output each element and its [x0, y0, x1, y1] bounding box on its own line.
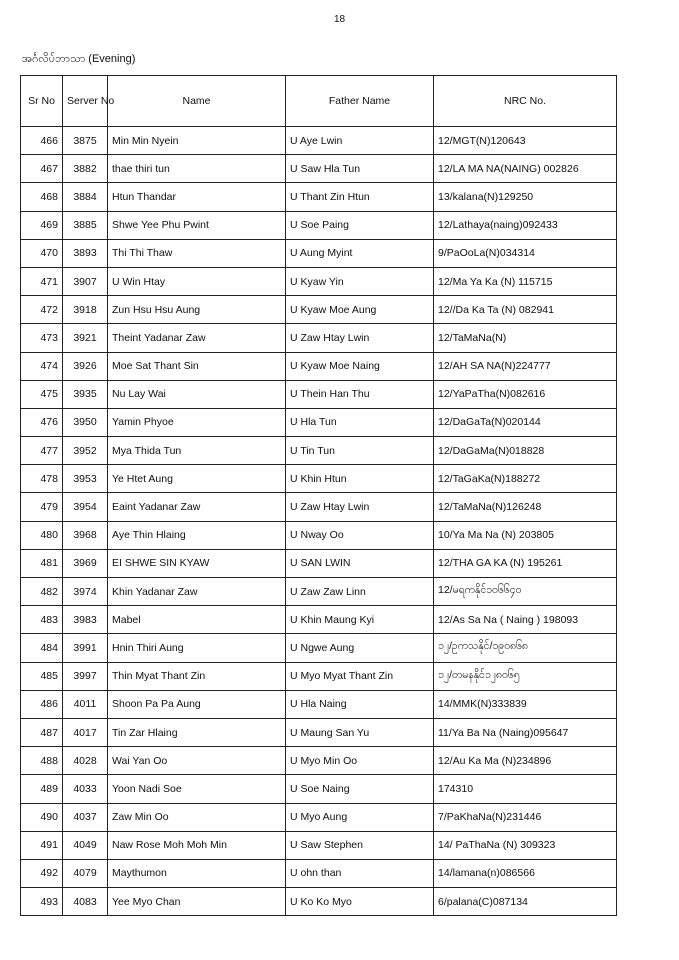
name-cell: Eaint Yadanar Zaw [108, 493, 286, 521]
name-cell: Mabel [108, 606, 286, 634]
father-name-cell: U Ngwe Aung [286, 634, 434, 662]
sr-no-cell: 469 [21, 211, 63, 239]
table-header-row [21, 76, 617, 127]
page-number: 18 [333, 14, 346, 25]
father-name-cell: U Myo Myat Thant Zin [286, 662, 434, 690]
server-no-cell: 4079 [63, 859, 108, 887]
nrc-no-cell: 12/Au Ka Ma (N)234896 [434, 747, 617, 775]
server-no-cell: 4037 [63, 803, 108, 831]
name-cell: Tin Zar Hlaing [108, 718, 286, 746]
sr-no-cell: 471 [21, 267, 63, 295]
sr-no-cell: 488 [21, 747, 63, 775]
father-name-cell: U Khin Maung Kyi [286, 606, 434, 634]
nrc-no-cell: 12//Da Ka Ta (N) 082941 [434, 296, 617, 324]
table-row [21, 859, 617, 887]
table-row [21, 296, 617, 324]
nrc-no-cell: 14/lamana(n)086566 [434, 859, 617, 887]
table-row [21, 183, 617, 211]
table-row [21, 606, 617, 634]
sr-no-cell: 475 [21, 380, 63, 408]
father-name-cell: U Tin Tun [286, 437, 434, 465]
server-no-cell: 4011 [63, 690, 108, 718]
father-name-cell: U Hla Tun [286, 408, 434, 436]
nrc-no-cell: 12/As Sa Na ( Naing ) 198093 [434, 606, 617, 634]
name-cell: U Win Htay [108, 267, 286, 295]
father-name-cell: U Ko Ko Myo [286, 888, 434, 916]
server-no-cell: 3954 [63, 493, 108, 521]
server-no-cell: 3882 [63, 155, 108, 183]
father-name-cell: U Kyaw Moe Aung [286, 296, 434, 324]
nrc-no-cell: 12/LA MA NA(NAING) 002826 [434, 155, 617, 183]
nrc-no-cell: ၁၂/ဥကသနိုင်/၁၉၀၈၆၈ [434, 634, 617, 662]
name-cell: Nu Lay Wai [108, 380, 286, 408]
name-cell: Wai Yan Oo [108, 747, 286, 775]
sr-no-cell: 489 [21, 775, 63, 803]
nrc-no-cell: 13/kalana(N)129250 [434, 183, 617, 211]
table-row [21, 690, 617, 718]
father-name-cell: U Saw Hla Tun [286, 155, 434, 183]
nrc-no-cell: 6/palana(C)087134 [434, 888, 617, 916]
server-no-cell: 3968 [63, 521, 108, 549]
server-no-cell: 3983 [63, 606, 108, 634]
nrc-no-cell: 12/TaMaNa(N) [434, 324, 617, 352]
server-no-cell: 3875 [63, 127, 108, 155]
name-cell: Yamin Phyoe [108, 408, 286, 436]
father-name-cell: U Zaw Htay Lwin [286, 493, 434, 521]
sr-no-cell: 476 [21, 408, 63, 436]
server-no-cell: 3952 [63, 437, 108, 465]
nrc-no-cell: 12/မရကနိုင်၁၀၆၆၄၀ [434, 578, 617, 606]
header-sr-no: Sr No [21, 76, 63, 127]
nrc-no-cell: ၁၂/တမနနိုင်၁၂၈၀၆၅ [434, 662, 617, 690]
sr-no-cell: 486 [21, 690, 63, 718]
name-cell: EI SHWE SIN KYAW [108, 549, 286, 577]
nrc-no-cell: 11/Ya Ba Na (Naing)095647 [434, 718, 617, 746]
father-name-cell: U Myo Min Oo [286, 747, 434, 775]
name-cell: Ye Htet Aung [108, 465, 286, 493]
father-name-cell: U Zaw Zaw Linn [286, 578, 434, 606]
sr-no-cell: 485 [21, 662, 63, 690]
table-row [21, 803, 617, 831]
name-cell: Thin Myat Thant Zin [108, 662, 286, 690]
nrc-no-cell: 12/TaMaNa(N)126248 [434, 493, 617, 521]
name-cell: Aye Thin Hlaing [108, 521, 286, 549]
name-cell: Htun Thandar [108, 183, 286, 211]
sr-no-cell: 466 [21, 127, 63, 155]
server-no-cell: 3935 [63, 380, 108, 408]
name-cell: Thi Thi Thaw [108, 239, 286, 267]
sr-no-cell: 490 [21, 803, 63, 831]
name-cell: thae thiri tun [108, 155, 286, 183]
table-row [21, 380, 617, 408]
sr-no-cell: 493 [21, 888, 63, 916]
name-cell: Hnin Thiri Aung [108, 634, 286, 662]
candidate-table [20, 75, 617, 916]
father-name-cell: U Saw Stephen [286, 831, 434, 859]
nrc-no-cell: 10/Ya Ma Na (N) 203805 [434, 521, 617, 549]
sr-no-cell: 467 [21, 155, 63, 183]
table-row [21, 408, 617, 436]
father-name-cell: U Soe Naing [286, 775, 434, 803]
father-name-cell: U Kyaw Yin [286, 267, 434, 295]
name-cell: Mya Thida Tun [108, 437, 286, 465]
nrc-no-cell: 12/MGT(N)120643 [434, 127, 617, 155]
name-cell: Shoon Pa Pa Aung [108, 690, 286, 718]
server-no-cell: 3950 [63, 408, 108, 436]
server-no-cell: 3997 [63, 662, 108, 690]
server-no-cell: 4033 [63, 775, 108, 803]
table-row [21, 493, 617, 521]
server-no-cell: 3893 [63, 239, 108, 267]
server-no-cell: 3953 [63, 465, 108, 493]
nrc-no-cell: 12/Ma Ya Ka (N) 115715 [434, 267, 617, 295]
nrc-no-cell: 12/AH SA NA(N)224777 [434, 352, 617, 380]
server-no-cell: 4017 [63, 718, 108, 746]
table-row [21, 324, 617, 352]
name-cell: Zun Hsu Hsu Aung [108, 296, 286, 324]
sr-no-cell: 482 [21, 578, 63, 606]
table-row [21, 437, 617, 465]
name-cell: Khin Yadanar Zaw [108, 578, 286, 606]
server-no-cell: 3918 [63, 296, 108, 324]
header-server-no: Server No [63, 76, 108, 127]
sr-no-cell: 474 [21, 352, 63, 380]
table-row [21, 267, 617, 295]
nrc-no-cell: 7/PaKhaNa(N)231446 [434, 803, 617, 831]
nrc-no-cell: 174310 [434, 775, 617, 803]
table-row [21, 127, 617, 155]
name-cell: Zaw Min Oo [108, 803, 286, 831]
table-row [21, 578, 617, 606]
server-no-cell: 3885 [63, 211, 108, 239]
father-name-cell: U Myo Aung [286, 803, 434, 831]
table-row [21, 211, 617, 239]
section-title: အင်္ဂလိပ်ဘာသာ (Evening) [22, 53, 136, 65]
table-row [21, 747, 617, 775]
nrc-no-cell: 14/ PaThaNa (N) 309323 [434, 831, 617, 859]
father-name-cell: U Hla Naing [286, 690, 434, 718]
server-no-cell: 4049 [63, 831, 108, 859]
sr-no-cell: 487 [21, 718, 63, 746]
server-no-cell: 3884 [63, 183, 108, 211]
table-row [21, 239, 617, 267]
sr-no-cell: 477 [21, 437, 63, 465]
father-name-cell: U Kyaw Moe Naing [286, 352, 434, 380]
server-no-cell: 3991 [63, 634, 108, 662]
server-no-cell: 3907 [63, 267, 108, 295]
sr-no-cell: 492 [21, 859, 63, 887]
name-cell: Naw Rose Moh Moh Min [108, 831, 286, 859]
server-no-cell: 4028 [63, 747, 108, 775]
header-father-name: Father Name [286, 76, 434, 127]
sr-no-cell: 484 [21, 634, 63, 662]
table-row [21, 352, 617, 380]
nrc-no-cell: 12/DaGaMa(N)018828 [434, 437, 617, 465]
sr-no-cell: 479 [21, 493, 63, 521]
nrc-no-cell: 14/MMK(N)333839 [434, 690, 617, 718]
header-nrc-no: NRC No. [434, 76, 617, 127]
table-row [21, 634, 617, 662]
table-row [21, 718, 617, 746]
father-name-cell: U Nway Oo [286, 521, 434, 549]
table-row [21, 155, 617, 183]
name-cell: Moe Sat Thant Sin [108, 352, 286, 380]
sr-no-cell: 483 [21, 606, 63, 634]
sr-no-cell: 491 [21, 831, 63, 859]
sr-no-cell: 481 [21, 549, 63, 577]
server-no-cell: 3974 [63, 578, 108, 606]
table-row [21, 465, 617, 493]
name-cell: Yee Myo Chan [108, 888, 286, 916]
father-name-cell: U Thein Han Thu [286, 380, 434, 408]
table-row [21, 831, 617, 859]
server-no-cell: 4083 [63, 888, 108, 916]
father-name-cell: U ohn than [286, 859, 434, 887]
father-name-cell: U Aung Myint [286, 239, 434, 267]
table-row [21, 888, 617, 916]
name-cell: Maythumon [108, 859, 286, 887]
father-name-cell: U Thant Zin Htun [286, 183, 434, 211]
name-cell: Theint Yadanar Zaw [108, 324, 286, 352]
table-row [21, 662, 617, 690]
father-name-cell: U Khin Htun [286, 465, 434, 493]
server-no-cell: 3921 [63, 324, 108, 352]
server-no-cell: 3926 [63, 352, 108, 380]
nrc-no-cell: 12/DaGaTa(N)020144 [434, 408, 617, 436]
nrc-no-cell: 9/PaOoLa(N)034314 [434, 239, 617, 267]
name-cell: Yoon Nadi Soe [108, 775, 286, 803]
nrc-no-cell: 12/THA GA KA (N) 195261 [434, 549, 617, 577]
table-row [21, 549, 617, 577]
father-name-cell: U SAN LWIN [286, 549, 434, 577]
table-row [21, 521, 617, 549]
nrc-no-cell: 12/TaGaKa(N)188272 [434, 465, 617, 493]
sr-no-cell: 468 [21, 183, 63, 211]
name-cell: Shwe Yee Phu Pwint [108, 211, 286, 239]
server-no-cell: 3969 [63, 549, 108, 577]
table-row [21, 775, 617, 803]
nrc-no-cell: 12/YaPaTha(N)082616 [434, 380, 617, 408]
father-name-cell: U Soe Paing [286, 211, 434, 239]
sr-no-cell: 470 [21, 239, 63, 267]
sr-no-cell: 472 [21, 296, 63, 324]
header-name: Name [108, 76, 286, 127]
father-name-cell: U Zaw Htay Lwin [286, 324, 434, 352]
nrc-no-cell: 12/Lathaya(naing)092433 [434, 211, 617, 239]
sr-no-cell: 473 [21, 324, 63, 352]
father-name-cell: U Maung San Yu [286, 718, 434, 746]
sr-no-cell: 478 [21, 465, 63, 493]
name-cell: Min Min Nyein [108, 127, 286, 155]
father-name-cell: U Aye Lwin [286, 127, 434, 155]
sr-no-cell: 480 [21, 521, 63, 549]
table-body [21, 127, 617, 916]
